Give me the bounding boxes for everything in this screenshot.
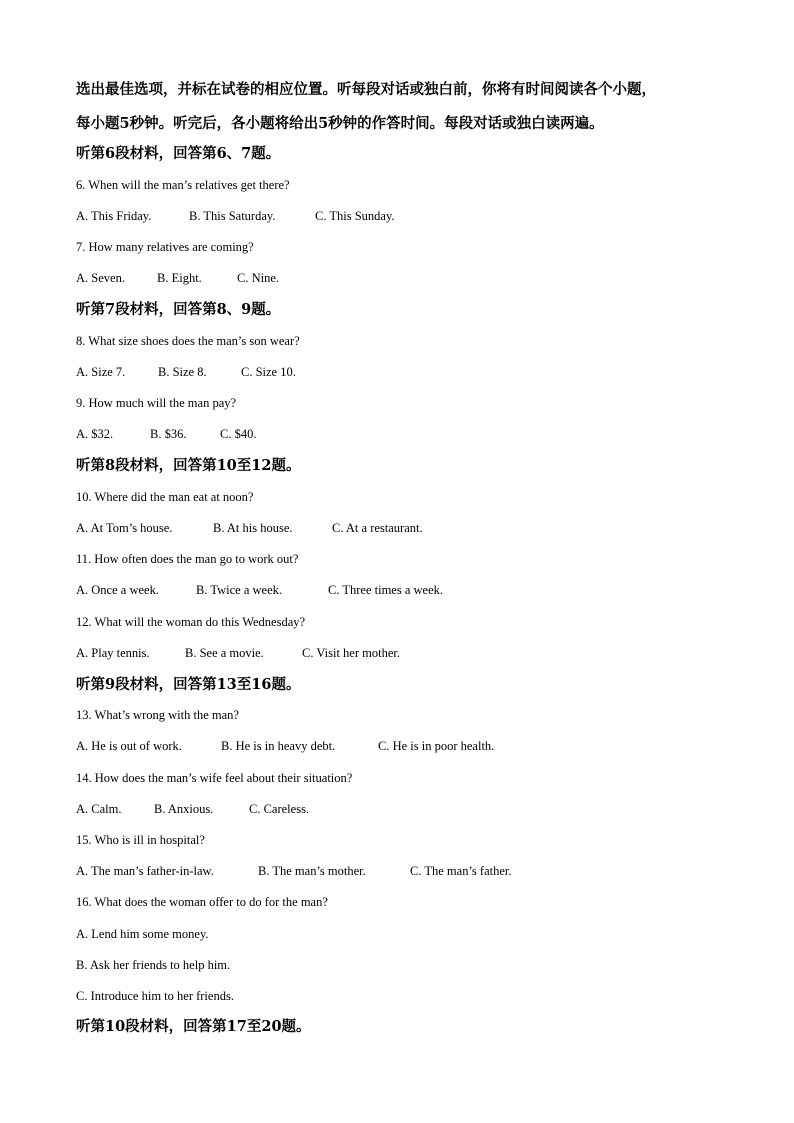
option-c: C. Visit her mother. — [302, 646, 400, 660]
option-c: C. $40. — [220, 427, 257, 441]
option-row — [76, 270, 279, 286]
section-heading: 听第6段材料，回答第6、7题。 — [76, 145, 281, 162]
question-stem: 14. How does the man’s wife feel about their situation? — [76, 771, 353, 785]
section-heading: 听第10段材料，回答第17至20题。 — [76, 1018, 311, 1035]
option-b: B. Size 8. — [158, 365, 207, 379]
section-heading: 听第8段材料，回答第10至12题。 — [76, 457, 301, 474]
option-c: C. Introduce him to her friends. — [76, 989, 234, 1003]
option-a: A. Calm. — [76, 802, 122, 816]
question-stem: 16. What does the woman offer to do for the man? — [76, 895, 328, 909]
option-b: B. Ask her friends to help him. — [76, 958, 231, 972]
question-stem: 11. How often does the man go to work out? — [76, 552, 299, 566]
option-c: C. Careless. — [249, 802, 310, 816]
question-stem: 10. Where did the man eat at noon? — [76, 490, 254, 504]
question-stem: 13. What’s wrong with the man? — [76, 708, 239, 722]
instructions-line-2: 每小题5秒钟。听完后，各小题将给出5秒钟的作答时间。每段对话或独白读两遍。 — [76, 115, 604, 132]
option-row — [76, 208, 395, 224]
option-a: A. He is out of work. — [76, 739, 182, 753]
option-c: C. Nine. — [237, 271, 280, 285]
option-row — [76, 645, 400, 661]
option-a: A. At Tom’s house. — [76, 521, 173, 535]
option-b: B. Eight. — [157, 271, 202, 285]
option-a: A. Play tennis. — [76, 646, 150, 660]
option-row — [76, 364, 296, 380]
option-row — [76, 738, 494, 754]
option-c: C. At a restaurant. — [332, 521, 423, 535]
question-stem: 9. How much will the man pay? — [76, 396, 237, 410]
option-c: C. He is in poor health. — [378, 739, 495, 753]
option-b: B. This Saturday. — [189, 209, 276, 223]
option-row — [76, 520, 423, 536]
option-b: B. Anxious. — [154, 802, 214, 816]
option-c: C. This Sunday. — [315, 209, 395, 223]
option-row — [76, 801, 309, 817]
question-stem: 12. What will the woman do this Wednesday? — [76, 615, 306, 629]
option-b: B. He is in heavy debt. — [221, 739, 336, 753]
option-c: C. Three times a week. — [328, 583, 444, 597]
option-b: B. $36. — [150, 427, 187, 441]
option-row — [76, 863, 511, 879]
option-row — [76, 582, 443, 598]
option-a: A. Lend him some money. — [76, 927, 209, 941]
instructions-line-1: 选出最佳选项，并标在试卷的相应位置。听每段对话或独白前，你将有时间阅读各个小题， — [76, 81, 656, 98]
option-a: A. Size 7. — [76, 365, 126, 379]
option-a: A. This Friday. — [76, 209, 152, 223]
option-row — [76, 426, 256, 442]
section-heading: 听第9段材料，回答第13至16题。 — [76, 676, 301, 693]
option-c: C. Size 10. — [241, 365, 296, 379]
option-b: B. Twice a week. — [196, 583, 283, 597]
option-a: A. Seven. — [76, 271, 125, 285]
option-b: B. See a movie. — [185, 646, 264, 660]
section-heading: 听第7段材料，回答第8、9题。 — [76, 301, 281, 318]
option-b: B. At his house. — [213, 521, 293, 535]
option-a: A. The man’s father-in-law. — [76, 864, 214, 878]
question-stem: 15. Who is ill in hospital? — [76, 833, 205, 847]
question-stem: 8. What size shoes does the man’s son wear? — [76, 334, 300, 348]
option-c: C. The man’s father. — [410, 864, 512, 878]
option-a: A. $32. — [76, 427, 114, 441]
question-stem: 6. When will the man’s relatives get there? — [76, 178, 290, 192]
option-b: B. The man’s mother. — [258, 864, 366, 878]
option-a: A. Once a week. — [76, 583, 159, 597]
question-stem: 7. How many relatives are coming? — [76, 240, 254, 254]
